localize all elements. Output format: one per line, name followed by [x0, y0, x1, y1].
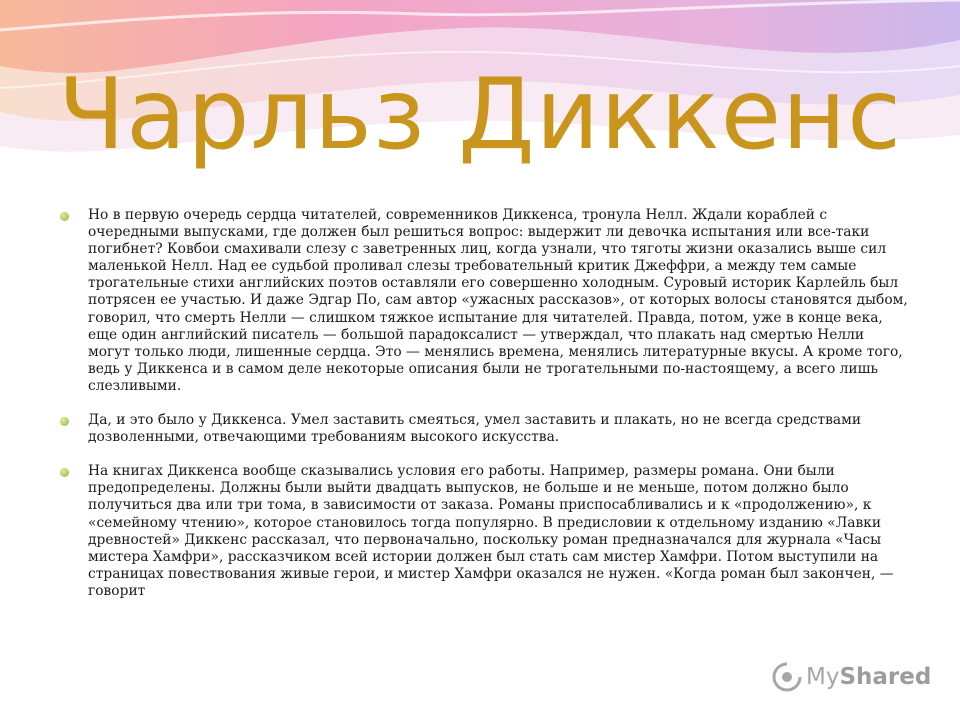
watermark-prefix: My: [806, 664, 840, 690]
myshared-logo-icon: [772, 662, 802, 692]
bullet-text: Но в первую очередь сердца читателей, современников Диккенса, тронула Нелл. Ждали кораблей с очередными выпусками, где должен был решиться вопрос: выдержит ли девочка испытания или все-таки погибнет? Ковбои смахивали слезу с заветренных лиц, когда узнали, что тяготы жизни оказались выше сил маленькой Нелл. Над ее судьбой проливал слезы требовательный критик Джеффри, а между тем самые трогательные стихи английских поэтов оставляли его совершенно холодным. Суровый историк Карлейль был потрясен ее участью. И даже Эдгар По, сам автор «ужасных рассказов», от которых волосы становятся дыбом, говорил, что смерть Нелли — слишком тяжкое испытание для читателей. Правда, потом, уже в конце века, еще один английский писатель — большой парадоксалист — утверждал, что плакать над смертью Нелли могут только люди, лишенные сердца. Это — менялись времена, менялись литературные вкусы. А кроме того, ведь у Диккенса и в самом деле некоторые описания были не трогательными по-настоящему, а всего лишь слезливыми.: [88, 207, 908, 394]
list-item: [60, 463, 910, 600]
slide-title: Чарльз Диккенс: [58, 58, 902, 172]
bullet-text: На книгах Диккенса вообще сказывались условия его работы. Например, размеры романа. Они были предопределены. Должны были выйти двадцать выпусков, не больше и не меньше, потом должно было получиться два или три тома, в зависимости от заказа. Романы приспосабливались и к «продолжению», к «семейному чтению», которое становилось тогда популярно. В предисловии к отдельному изданию «Лавки древностей» Диккенс рассказал, что первоначально, поскольку роман предназначался для журнала «Часы мистера Хамфри», рассказчиком всей истории должен был стать сам мистер Хамфри. Потом выступили на страницах повествования живые герои, и мистер Хамфри оказался не нужен. «Когда роман был закончен, — говорит: [88, 463, 894, 599]
green-dot-icon: [60, 212, 69, 221]
list-item: [60, 412, 910, 446]
bullet-text: Да, и это было у Диккенса. Умел заставить смеяться, умел заставить и плакать, но не всегда средствами дозволенными, отвечающими требованиям высокого искусства.: [88, 412, 862, 446]
green-dot-icon: [60, 468, 69, 477]
watermark-text: [806, 664, 931, 690]
bullet-list: [60, 207, 910, 617]
green-dot-icon: [60, 417, 69, 426]
myshared-watermark: [772, 660, 931, 694]
watermark-suffix: Shared: [839, 664, 932, 690]
list-item: [60, 207, 910, 395]
